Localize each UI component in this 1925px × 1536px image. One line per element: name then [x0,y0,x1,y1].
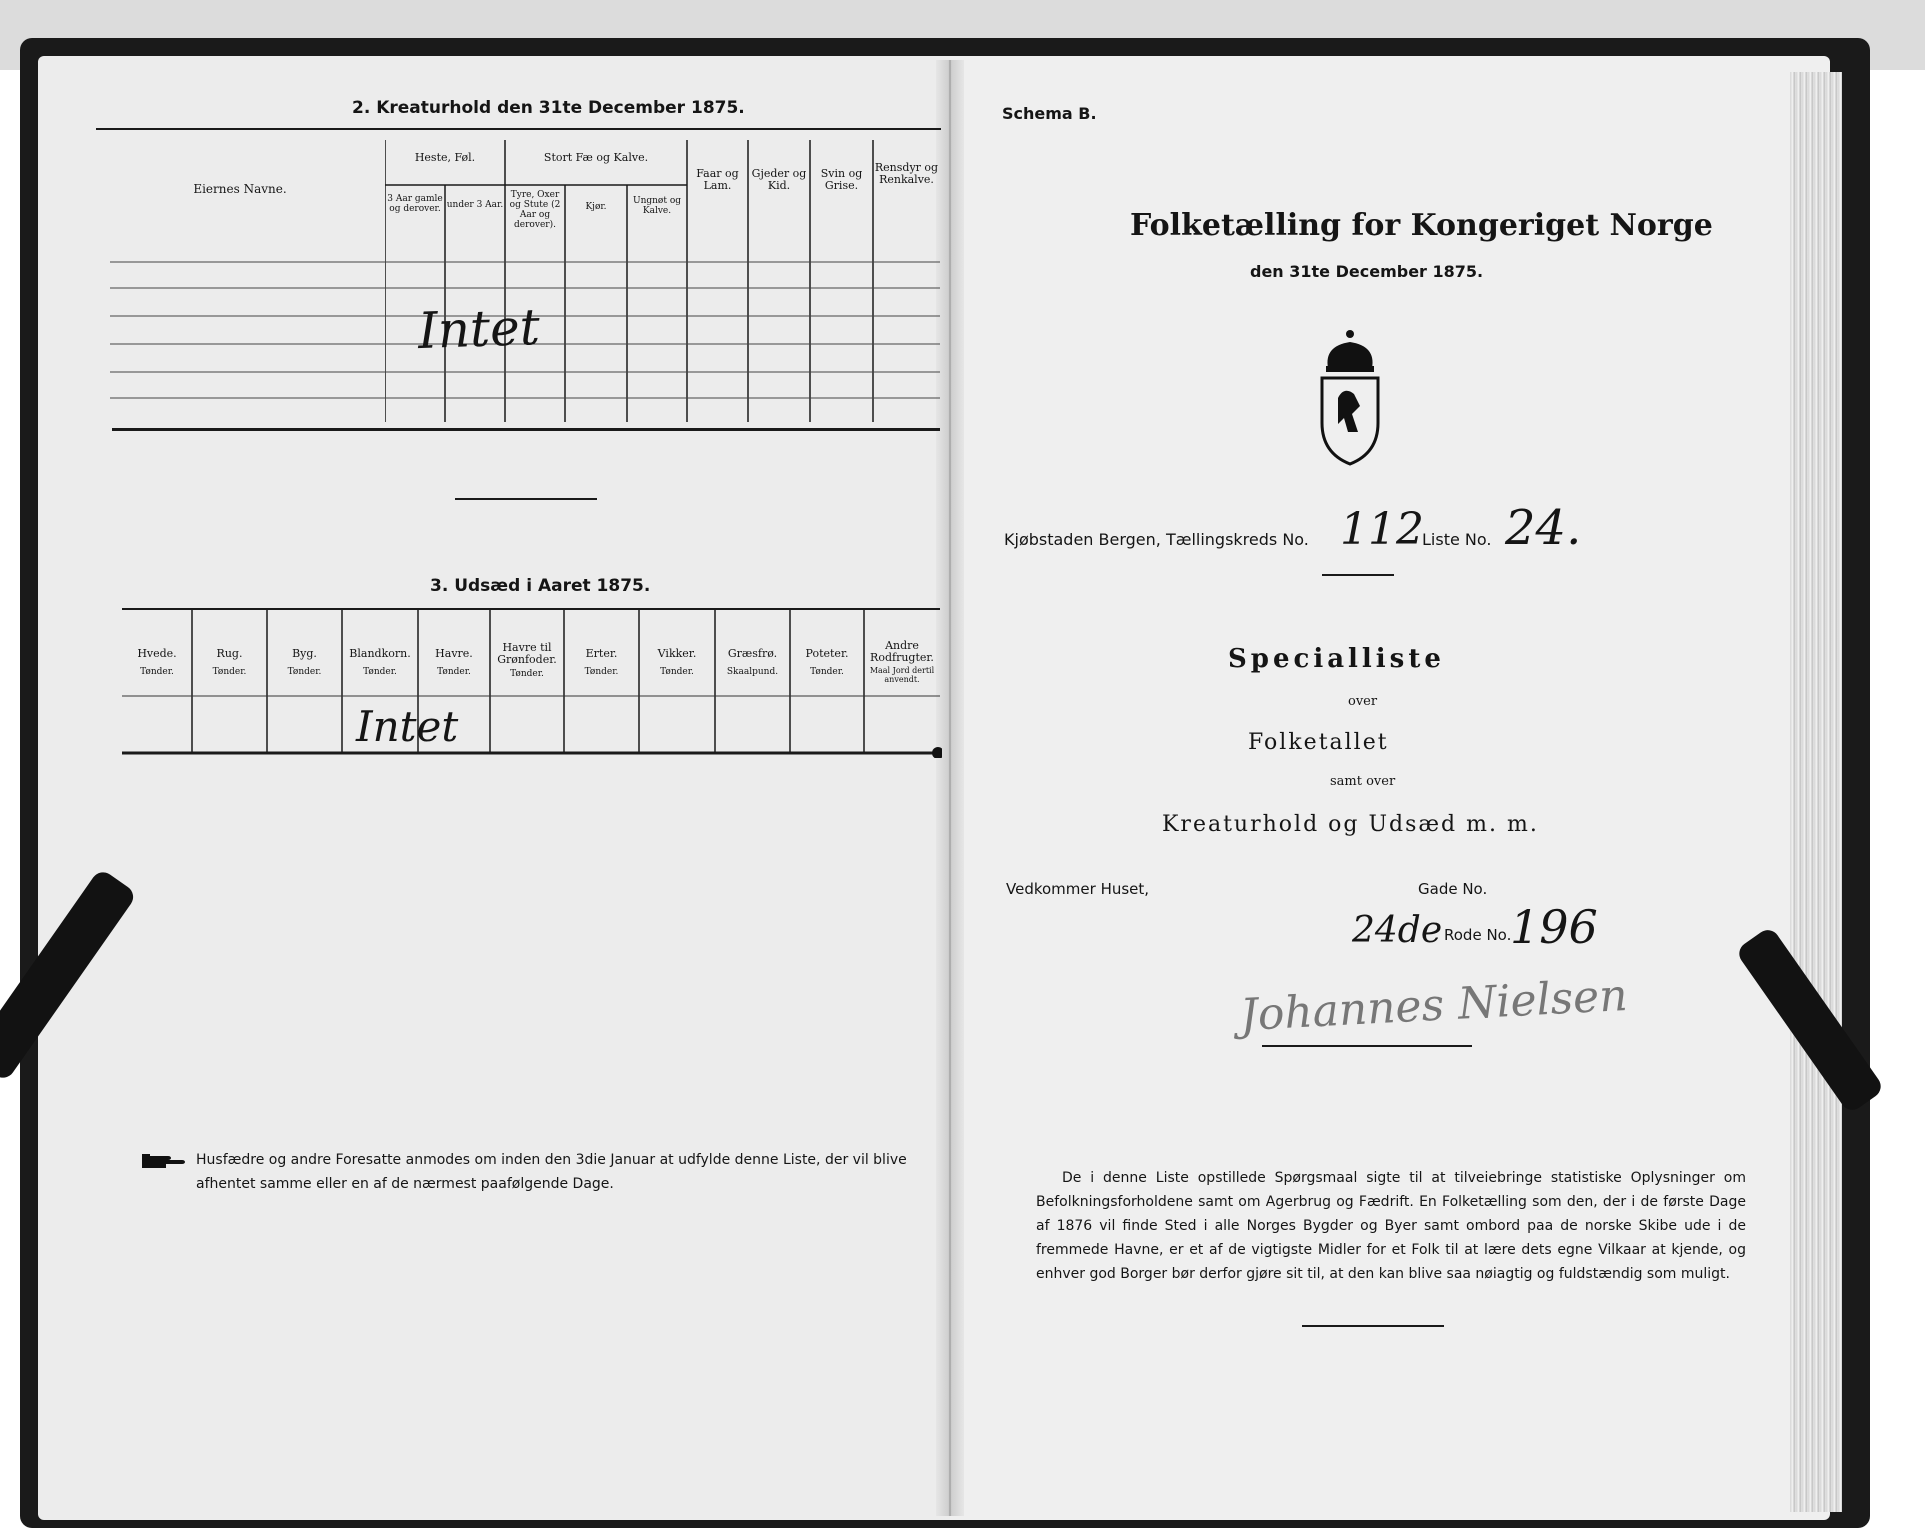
horses-3yr-header: 3 Aar gamle og derover. [387,194,443,214]
information-paragraph: De i denne Liste opstillede Spørgsmaal sigte til at tilveiebringe statistiske Oplysninger om Befolkningsforholdene samt om Agerbrug og Fædrift. En Folketælling som den, der i de første Dage af 1876 vil finde Sted i alle Norges Bygder og Byer samt ombord paa de norske Skibe ude i de fremmede Havne, er et af de vigtigste Midler for et Folk til at lære dets egne Vilkaar at kjende, og enhver god Borger bør derfor gjøre sit til, at den kan blive saa nøiagtig og fuldstændig som muligt. [1036,1170,1746,1282]
horses-group-header: Heste, Føl. [414,151,476,164]
seed-col-barley-name: Byg. [292,647,317,660]
pigs-header: Svin og Grise. [820,167,863,192]
seed-col-wheat-name: Hvede. [137,647,177,660]
horses-under3-header: under 3 Aar. [446,200,504,210]
cattle-group-header: Stort Fæ og Kalve. [543,151,649,164]
seed-col-vetch-unit: Tønder. [660,667,694,677]
divider-bottom-right [1302,1325,1444,1327]
reindeer-header: Rensdyr og Renkalve. [874,161,939,186]
seed-col-vetch-name: Vikker. [657,647,697,660]
seed-col-barley [267,648,342,678]
seed-col-other-roots-name: Andre Rodfrugter. [870,639,934,664]
livestock-handwritten-entry: Intet [417,297,541,361]
folketallet-heading: Folketallet [1248,730,1389,755]
seed-col-oats-fodder-unit: Tønder. [510,669,544,679]
seed-col-oats-unit: Tønder. [437,667,471,677]
samt-over-label: samt over [1330,774,1396,789]
seed-col-vetch [639,648,715,678]
owner-signature: Johannes Nielsen [1238,969,1629,1042]
cattle-cows-header: Kjør. [585,202,607,212]
seed-col-oats [418,648,490,678]
seed-col-peas-name: Erter. [585,647,618,660]
section3-title: 3. Udsæd i Aaret 1875. [430,576,651,596]
specialliste-heading: Specialliste [1228,644,1445,674]
seed-col-wheat-unit: Tønder. [140,667,174,677]
owner-names-header: Eiernes Navne. [193,182,287,196]
seed-col-mixed-unit: Tønder. [363,667,397,677]
seed-col-rye-unit: Tønder. [212,667,247,677]
section2-bottom-rule [112,428,940,431]
seed-col-grass-name: Græsfrø. [727,647,778,660]
seed-col-oats-fodder [490,642,564,680]
rode-number: 196 [1510,900,1598,954]
seed-table-grid [122,608,942,758]
page-edges [1790,72,1842,1512]
seed-col-peas [564,648,639,678]
vedkommer-label: Vedkommer Huset, [1006,880,1150,898]
seed-col-oats-fodder-name: Havre til Grønfoder. [497,641,557,666]
goats-header: Gjeder og Kid. [751,167,807,192]
gade-label: Gade No. [1418,880,1488,898]
seed-col-oats-name: Havre. [435,647,473,660]
book-gutter [936,60,964,1516]
section2-title: 2. Kreaturhold den 31te December 1875. [352,98,745,118]
seed-handwritten-entry: Intet [356,702,459,751]
seed-col-peas-unit: Tønder. [584,667,619,677]
seed-col-grass-unit: Skaalpund. [726,667,779,677]
census-date: den 31te December 1875. [1250,262,1484,281]
divider-short-right [1322,574,1394,576]
seed-col-rye [192,648,267,678]
kreaturhold-heading: Kreaturhold og Udsæd m. m. [1162,812,1539,837]
cattle-bulls-header: Tyre, Oxer og Stute (2 Aar og derover). [509,190,561,230]
location-prefix: Kjøbstaden Bergen, Tællingskreds No. [1004,530,1309,549]
seed-col-mixed-name: Blandkorn. [349,647,411,660]
section2-top-rule [96,128,941,130]
seed-col-other-roots-unit: Maal Jord dertil anvendt. [869,666,935,684]
seed-col-wheat [122,648,192,678]
cattle-young-header: Ungnøt og Kalve. [632,196,681,216]
location-line [1004,530,1309,549]
sheep-header: Faar og Lam. [696,167,739,192]
seed-col-grass-seed [715,648,790,678]
seed-col-potatoes-unit: Tønder. [810,667,844,677]
signature-line [1262,1045,1472,1047]
divider-short [455,498,597,500]
seed-col-barley-unit: Tønder. [287,667,322,677]
census-title: Folketælling for Kongeriget Norge [1130,208,1713,243]
schema-label: Schema B. [1002,104,1097,123]
seed-col-other-roots [864,640,940,684]
pointing-hand-icon [140,1148,190,1174]
seed-col-potatoes-name: Poteter. [805,647,849,660]
footnote-text: Husfædre og andre Foresatte anmodes om inden den 3die Januar at udfylde denne Liste, der vil blive afhentet samme eller en af de nærmest paafølgende Dage. [196,1152,907,1192]
rode-prefix-handwritten: 24de [1352,910,1443,951]
rode-label: Rode No. [1444,926,1512,944]
seed-col-potatoes [790,648,864,678]
seed-col-mixed-grain [342,648,418,678]
seed-col-rye-name: Rug. [216,647,243,660]
coat-of-arms-icon [1314,328,1386,468]
liste-label: Liste No. [1422,530,1492,549]
kreds-number: 112 [1340,504,1424,555]
liste-number: 24. [1505,500,1582,556]
over-label: over [1348,694,1378,709]
